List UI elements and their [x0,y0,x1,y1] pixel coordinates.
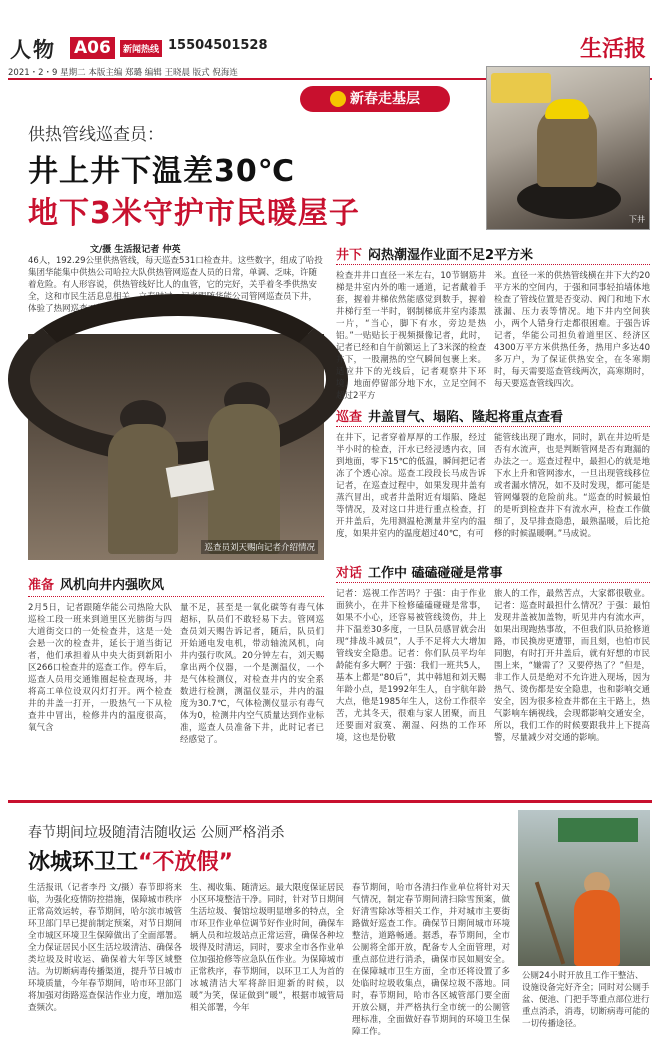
manhole-worker-photo [486,66,650,230]
hardhat-shape [545,99,589,119]
body-column: 在井下，记者穿着厚厚的工作服，经过半小时的检查，汗水已经浸透内衣，回到地面，零下15℃的低温，瞬间把记者冻了个透心凉。巡查工段段长马成告诉记者，在巡查过程中，如果发现井盖有蒸汽冒出，或者井盖附近有塌陷、隆起等情况，及对这口井进行重点检查，打开井盖后，先用测温枪测量井室内的温度，如果井室内的温度超过40℃，有可 [336,433,486,539]
person-shape [208,404,280,554]
hotline-label: 新闻热线 [120,40,162,57]
sign-shape [558,818,638,842]
broom-shape [535,881,565,964]
subhead-dialogue [336,562,503,581]
subhead-text: 风机向井内强吹风 [60,578,165,593]
bottom-kicker: 春节期间垃圾随清洁随收运 公厕严格消杀 [28,825,285,841]
photo-caption: 下井 [629,215,645,224]
body-column: 能管线出现了跑水，同时，趴在井边听是否有水流声，也是判断管网是否有跑漏的办法之一。巡查过程中，最担心的就是地下水上升和管网渗水，一旦出现管线移位或者漏水情况，如不及时发现，都可能是管网爆裂的危险前兆。“巡查的时候最怕的是听到检查井下有流水声，检查工作做细了，及早排查隐患，最熟温暖，后比抢修的时候温暖啊。”马成说。 [494,433,650,539]
worker-shape [574,890,620,966]
lantern-icon [330,91,346,107]
newspaper-logo: 生活报 [579,36,646,62]
page-number: A06 [70,37,115,59]
body-column: 量不足，甚至是一氧化碳等有毒气体超标，队员们不敢轻易下去。管网巡查员刘天赐告诉记者，随后，队员们开始通电发电机，带动轴流风机，向井内强行吹风。20分钟左右，刘天赐拿出两个仪器，一个是测温仪，一个是气体检测仪，对检查井内的安全系数进行检测，测温仪显示，井内的温度为30.7℃，气体检测仪显示有毒气体为0，检测井内空气质量达到作业标准，巡查人员准备下井，此时记者已经感觉了。 [180,603,324,745]
hotline-phone: 15504501528 [168,38,268,53]
section-title: 人物 [10,37,56,62]
dotted-rule [336,582,650,583]
bottom-headline-quote: “不放假” [138,850,233,875]
subhead-tag: 巡查 [336,410,363,425]
subhead-text: 井盖冒气、塌陷、隆起将重点查看 [368,410,564,425]
body-column: 旅人的工作，最然苦点，大家都很敬业。记者：巡查时最担什么情况？于强：最怕发现井盖被加盖物，听见井内有流水声，如果出现跑热事故，不但我们队员抢修道路，市民换房更遭罪，而且刻，也怕市民同胞，有时打开井盖后，就有好想的市民围上来，“嫌需了？又要停热了？”但是，非工作人员是绝对不允许进入现场，因为热气、烫伤都是安全隐患，也和影响交通安全，因为很多检查井都在主干路上，热气影响车辆视线，会现都影响交通安全，所以，我们工作的时候要跟我井上下提高警，尽量减少对交通的影响。 [494,589,650,743]
worker-shape [537,107,597,187]
section-banner-label: 新春走基层 [350,91,420,107]
dotted-rule [28,596,324,597]
body-column: 米。直径一米的供热管线横在井下大约20平方米的空间内，于强和同事轻拍墙体地检查了管线位置是否变动、阀门和地下水涨漏、压力表等情况。地下井内空间狭小，两个人错身行走都很困难。于强告诉记者，华能公司担负着道里区、经济区4300万平方米供热任务，热用户多达40多万户，为了保证供热安全，在冬寒期时，每天需要巡查管线两次，高寒期时，每天要巡查管线四次。 [494,271,650,389]
body-column: 生活报讯（记者李丹 文/摄）春节即将来临，为强化疫情防控措施，保障城市秩序正常高效运转，春节期间，哈尔滨市城管环卫部门早已提前制定预案，对节日期间全市城区环境卫生保障做出了全面部署。全力保证居民小区生活垃圾清洁、确保各类垃圾及时收运、确保着大年等区域整洁。为切断病毒传播渠道，提升节日城市环境质量，今年春节期间，哈市环卫部门将加强对街路巡查保洁作业力度，增加巡查频次。 [28,883,182,1013]
byline: 文/摄 生活报记者 仲英 [90,245,181,255]
body-column: 2月5日，记者跟随华能公司热险大队巡检工段一班来到道里区光膀街与四大道街交口的一处检查井，这是一处会悬一次的检查井，延长于道当街记者，他们承担着从中央大街到新阳小区266口检查井的巡查工作。停车后，巡查人员用交通锥圈起检查现场，井将高工单位设双闪灯打开。两个检查井的井盖一打开，一股热气一下从检查井中冒出，检修井内的温度很高，氧气含 [28,603,172,733]
photo-caption: 巡查员刘天赐向记者介绍情况 [201,540,318,554]
article-kicker: 供热管线巡查员： [28,125,164,145]
subhead-text: 工作中 磕磕碰碰是常事 [368,566,503,581]
dotted-rule [336,264,650,265]
subhead-tag: 准备 [28,578,55,593]
subhead-text: 闷热潮湿作业面不足2平方米 [368,248,534,263]
photo-caption: 公厕24小时开放且工作干整洁、设施设备完好齐全；同时对公厕手盆、便池、门把手等重点部位进行重点消杀，消毒，切断病毒可能的一切传播途径。 [522,971,650,1029]
bottom-headline [28,845,233,876]
subhead-tag: 井下 [336,248,363,263]
sanitation-worker-photo [518,810,650,966]
subhead-patrol [336,406,563,425]
section-banner [300,86,450,112]
person-shape [108,424,178,554]
lead-paragraph: 46人，192.29公里供热管线，每天巡查531口检查井。这些数字，组成了哈投集团华能集中供热公司哈拉大队供热管网巡查人员的日常，单调、乏味，许随着危险。有人形容说，供热管线好比人的血管，它的完好，关乎着冬季供热安全，这和市民生活息息相关，立春时过，记者跟随华能公司管网巡查员下井，体验了热网巡查工作的艰辛和付出。 [28,256,323,314]
section-divider [8,800,652,803]
subhead-prepare [28,574,164,593]
masthead [8,30,652,64]
truck-shape [491,73,551,103]
bottom-headline-text: 冰城环卫工 [28,850,139,875]
document-shape [166,460,215,497]
subhead-tag: 对话 [336,566,363,581]
issue-info: 2021・2・9 星期二 本版主编 郑璐 编辑 王晓晨 版式 倪海连 [8,68,238,78]
headline-line-1: 井上井下温差30℃ [28,154,296,189]
headline-line-2: 地下3米守护市民暖屋子 [28,196,360,231]
subhead-underground [336,244,533,263]
body-column: 生、褐收集、随清运。最大限度保证居民小区环境整洁干净。同时，针对节日期间生活垃圾、餐馆垃圾明显增多的特点，全市环卫作业单位调节好作业时间，确保车辆人员和垃圾站点正常运营，确保各种垃圾得及时清运，同时，要求全市各作业单位加强抢修等应急队伍作业。为保障城市正常秩序，春节期间，以环卫工人为首的冰城清洁大军将辞旧迎新的时候，以暖”为笑，保证做到“暖”，根据市城管局相关部署，今年 [190,883,344,1013]
underground-photo [28,334,324,560]
body-column: 检查井井口直径一米左右，10节钢筋井梯是井室内外的唯一通道，记者戴着手套，握着井梯依然能感觉到数手，握着井梯行至一半时，钢制梯底井室内漆黑一片，“当心，脚下有水，旁边是热铝。”一贴贴长于视频摄像记者，此时，记者已经和自午前额运上了3米深的检查井下，一股潮热的空气瞬间包裹上来。适应井下的光线后，记者观察井下环境，地面停留部分地下水，立足空间不超过2平方 [336,271,486,401]
body-column: 记者：巡视工作苦吗？于强：由于作业面狭小，在井下检修磕磕碰碰是常事，如果不小心，还容易被管线烫伤，井上井下温差30多度，一旦队员感冒就会出现“排战斗减员”，人手不足将大大增加管线安全隐患。记者：你们队员平均年龄能有多大啊？于强：我们一班共5人，基本上都是“80后”，其中韩旭和刘天赐年龄小点，是1992年生人，自宇航年龄大点，他是1985年生人，这份工作很辛苦，尤其冬天，很难与家人团聚，而且还要面对寂寞、潮湿、闷热的工作环境，这也是份敬 [336,589,486,743]
tunnel-arch-shape [8,294,348,464]
body-column: 春节期间，哈市各清扫作业单位将针对天气情况，制定春节期间清扫除雪预案，做好清雪除冰等相关工作，并对城市主要街路做好巡查工作。确保节日期间城市环境整洁，道路畅通。据悉，春节期间，全市公厕将全部开放，配备专人全面管理，对重点部位进行消杀，确保市民如厕安全。在保障城市卫生方面，全市还将设置了多处临时垃圾收集点，确保垃圾不落地。同时，春节期间，哈市各区城管部门要全面开放公厕，并严格执行全市统一的公厕管理标准，全面做好春节期间的环境卫生保障工作。 [352,883,510,1037]
dotted-rule [336,426,650,427]
